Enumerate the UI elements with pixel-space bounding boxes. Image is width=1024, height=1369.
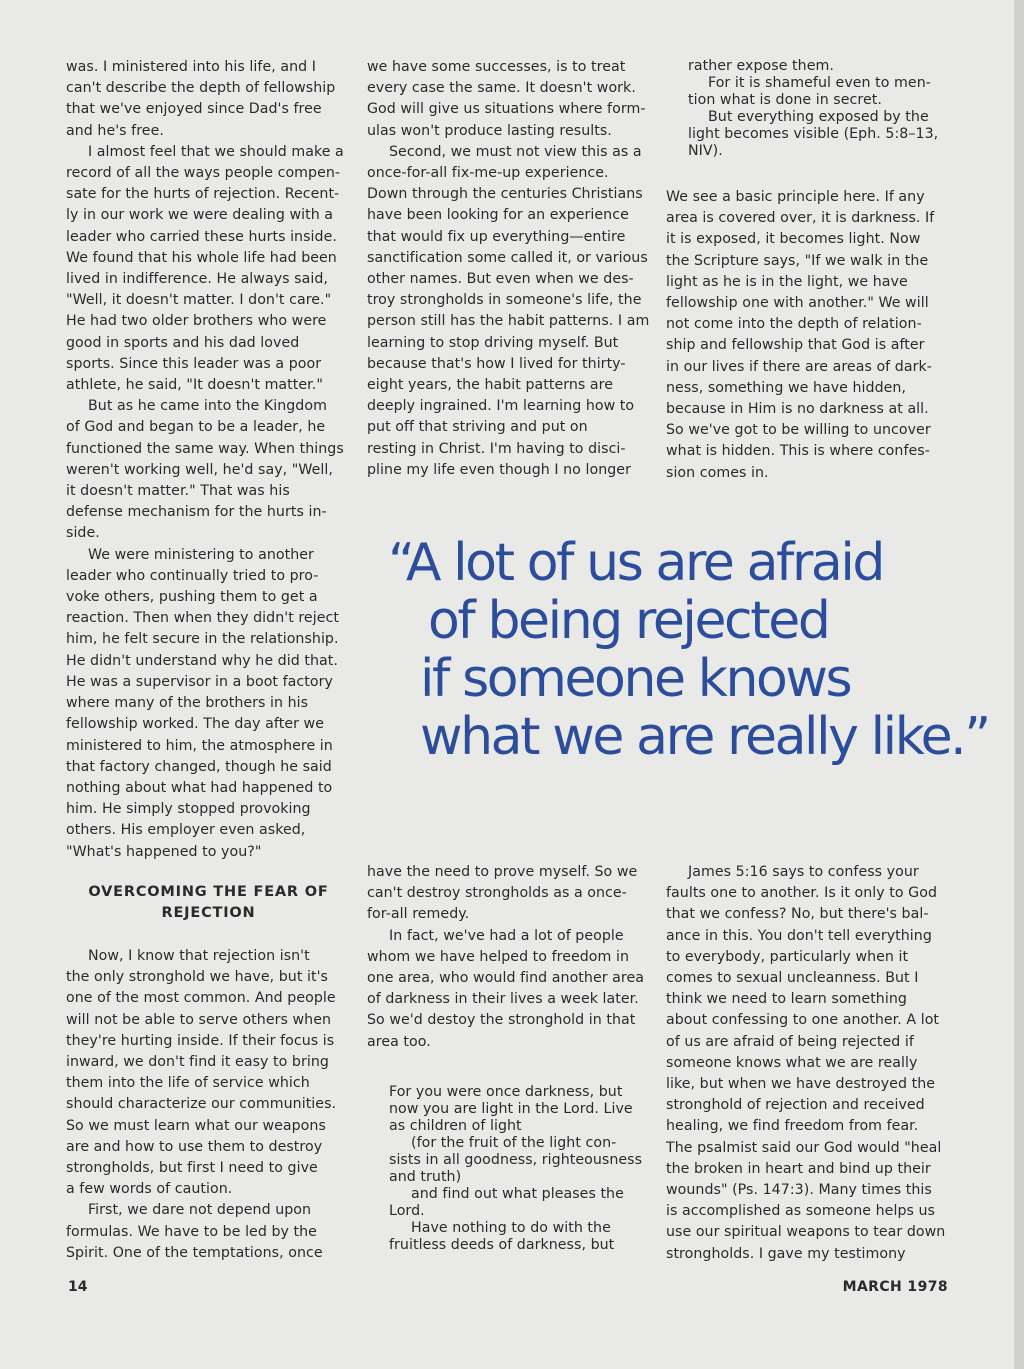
- column-1-bottom: [66, 946, 351, 1264]
- text-line: athlete, he said, "It doesn't matter.": [66, 377, 323, 394]
- text-line: as children of light: [389, 1118, 522, 1134]
- section-heading-line: REJECTION: [161, 905, 256, 921]
- text-line: inward, we don't find it easy to bring: [66, 1054, 329, 1071]
- text-line: tion what is done in secret.: [688, 92, 882, 108]
- text-line: not come into the depth of relation-: [666, 316, 922, 333]
- text-line: We were ministering to another: [88, 546, 314, 563]
- text-line: of us are afraid of being rejected if: [666, 1033, 914, 1050]
- text-line: faults one to another. Is it only to God: [666, 885, 937, 902]
- text-line: So we've got to be willing to uncover: [666, 422, 931, 439]
- text-line: have been looking for an experience: [367, 207, 629, 224]
- text-line: and he's free.: [66, 122, 164, 139]
- text-line: Down through the centuries Christians: [367, 186, 643, 203]
- text-line: the broken in heart and bind up their: [666, 1160, 931, 1177]
- text-line: comes to sexual uncleanness. But I: [666, 970, 919, 987]
- text-line: nothing about what had happened to: [66, 779, 333, 796]
- column-3-top: [666, 187, 956, 484]
- text-line: they're hurting inside. If their focus is: [66, 1032, 335, 1049]
- text-line: ulas won't produce lasting results.: [367, 122, 612, 139]
- text-line: good in sports and his dad loved: [66, 334, 300, 351]
- text-line: what is hidden. This is where confes-: [666, 443, 930, 460]
- text-line: First, we dare not depend upon: [88, 1202, 312, 1219]
- pull-quote-line: if someone knows: [420, 649, 851, 709]
- text-line: healing, we find freedom from fear.: [666, 1118, 919, 1135]
- text-line: every case the same. It doesn't work.: [367, 80, 636, 97]
- text-line: defense mechanism for the hurts in-: [66, 504, 327, 521]
- text-line: But everything exposed by the: [708, 109, 929, 125]
- text-line: reaction. Then when they didn't reject: [66, 610, 339, 627]
- text-line: Now, I know that rejection isn't: [88, 948, 310, 964]
- text-line: Spirit. One of the temptations, once: [66, 1244, 323, 1261]
- pull-quote: [388, 534, 988, 766]
- section-heading: [66, 882, 351, 924]
- text-line: area is covered over, it is darkness. If: [666, 210, 935, 227]
- text-line: I almost feel that we should make a: [88, 143, 344, 160]
- text-line: we have some successes, is to treat: [367, 59, 626, 75]
- text-line: because that's how I lived for thirty-: [367, 355, 626, 372]
- text-line: learning to stop driving myself. But: [367, 334, 619, 351]
- pull-quote-line: “A lot of us are afraid: [388, 533, 884, 593]
- column-2-bottom: [367, 862, 652, 1053]
- text-line: of God and began to be a leader, he: [66, 419, 326, 436]
- text-line: one area, who would find another area: [367, 970, 645, 987]
- text-line: formulas. We have to be led by the: [66, 1223, 317, 1240]
- text-line: James 5:16 says to confess your: [688, 864, 919, 880]
- text-line: have the need to prove myself. So we: [367, 864, 638, 880]
- text-line: He didn't understand why he did that.: [66, 652, 338, 669]
- text-line: him, he felt secure in the relationship.: [66, 631, 339, 648]
- text-line: ly in our work we were dealing with a: [66, 207, 334, 224]
- text-line: use our spiritual weapons to tear down: [666, 1224, 946, 1241]
- text-line: a few words of caution.: [66, 1181, 233, 1198]
- text-line: that we confess? No, but there's bal-: [666, 906, 929, 923]
- text-line: ance in this. You don't tell everything: [666, 927, 932, 944]
- text-line: For it is shameful even to men-: [708, 75, 931, 91]
- text-line: "What's happened to you?": [66, 843, 262, 860]
- text-line: strongholds. I gave my testimony: [666, 1245, 906, 1262]
- text-line: that we've enjoyed since Dad's free: [66, 101, 322, 118]
- text-line: sists in all goodness, righteousness: [389, 1152, 643, 1168]
- text-line: whom we have helped to freedom in: [367, 948, 630, 965]
- text-line: ness, something we have hidden,: [666, 379, 907, 396]
- text-line: leader who carried these hurts inside.: [66, 228, 337, 245]
- text-line: others. His employer even asked,: [66, 822, 306, 839]
- issue-date: MARCH 1978: [842, 1279, 948, 1295]
- text-line: lived in indifference. He always said,: [66, 271, 328, 288]
- text-line: it is exposed, it becomes light. Now: [666, 231, 921, 248]
- text-line: other names. But even when we des-: [367, 271, 634, 288]
- text-line: area too.: [367, 1033, 431, 1050]
- text-line: it doesn't matter." That was his: [66, 483, 290, 500]
- text-line: pline my life even though I no longer: [367, 461, 631, 478]
- text-line: God will give us situations where form-: [367, 101, 646, 118]
- text-line: sate for the hurts of rejection. Recent-: [66, 186, 340, 203]
- text-line: eight years, the habit patterns are: [367, 377, 614, 394]
- text-line: was. I ministered into his life, and I: [66, 59, 316, 75]
- text-line: that would fix up everything—entire: [367, 228, 626, 245]
- text-line: think we need to learn something: [666, 991, 907, 1008]
- section-heading-line: OVERCOMING THE FEAR OF: [88, 884, 329, 900]
- text-line: So we must learn what our weapons: [66, 1117, 326, 1134]
- pull-quote-line: of being rejected: [428, 591, 829, 651]
- text-line: light becomes visible (Eph. 5:8–13,: [688, 126, 939, 142]
- text-line: the only stronghold we have, but it's: [66, 969, 328, 986]
- text-line: wounds" (Ps. 147:3). Many times this: [666, 1182, 932, 1199]
- text-line: Lord.: [389, 1203, 425, 1219]
- text-line: troy strongholds in someone's life, the: [367, 292, 642, 309]
- text-line: sports. Since this leader was a poor: [66, 355, 322, 372]
- text-line: strongholds, but first I need to give: [66, 1160, 318, 1177]
- text-line: Second, we must not view this as a: [389, 143, 642, 160]
- text-line: that factory changed, though he said: [66, 758, 332, 775]
- text-line: can't destroy strongholds as a once-: [367, 885, 627, 902]
- text-line: like, but when we have destroyed the: [666, 1076, 936, 1093]
- text-line: voke others, pushing them to get a: [66, 589, 318, 606]
- text-line: In fact, we've had a lot of people: [389, 927, 624, 944]
- text-line: sanctification some called it, or various: [367, 249, 648, 266]
- page-spine: [1014, 0, 1024, 1369]
- text-line: light as he is in the light, we have: [666, 273, 908, 290]
- text-line: to everybody, particularly when it: [666, 948, 909, 965]
- text-line: weren't working well, he'd say, "Well,: [66, 461, 333, 478]
- text-line: rather expose them.: [688, 58, 834, 74]
- text-line: So we'd destoy the stronghold in that: [367, 1012, 636, 1029]
- text-line: fellowship one with another." We will: [666, 295, 929, 312]
- text-line: and truth): [389, 1169, 462, 1185]
- text-line: put off that striving and put on: [367, 419, 588, 436]
- text-line: him. He simply stopped provoking: [66, 801, 311, 818]
- text-line: once-for-all fix-me-up experience.: [367, 165, 609, 182]
- text-line: But as he came into the Kingdom: [88, 398, 327, 415]
- text-line: side.: [66, 525, 100, 542]
- text-line: should characterize our communities.: [66, 1096, 337, 1113]
- text-line: functioned the same way. When things: [66, 440, 344, 457]
- text-line: of darkness in their lives a week later.: [367, 991, 639, 1008]
- scripture-quote-continued: [688, 58, 958, 160]
- scripture-quote: [389, 1084, 659, 1254]
- text-line: person still has the habit patterns. I am: [367, 313, 650, 330]
- text-line: will not be able to serve others when: [66, 1011, 332, 1028]
- column-1-top: [66, 57, 351, 863]
- column-2-top: [367, 57, 652, 481]
- text-line: someone knows what we are really: [666, 1054, 918, 1071]
- text-line: ship and fellowship that God is after: [666, 337, 925, 354]
- text-line: and find out what pleases the: [411, 1186, 624, 1202]
- text-line: "Well, it doesn't matter. I don't care.": [66, 292, 332, 309]
- text-line: for-all remedy.: [367, 906, 470, 923]
- text-line: because in Him is no darkness at all.: [666, 401, 929, 418]
- page-number: 14: [68, 1279, 88, 1295]
- text-line: We found that his whole life had been: [66, 249, 337, 266]
- text-line: is accomplished as someone helps us: [666, 1203, 935, 1220]
- text-line: stronghold of rejection and received: [666, 1097, 925, 1114]
- column-3-bottom: [666, 862, 956, 1265]
- text-line: record of all the ways people compen-: [66, 165, 341, 182]
- text-line: one of the most common. And people: [66, 990, 336, 1007]
- pull-quote-line: what we are really like.”: [420, 707, 989, 767]
- text-line: sion comes in.: [666, 464, 769, 481]
- text-line: He had two older brothers who were: [66, 313, 327, 330]
- text-line: now you are light in the Lord. Live: [389, 1101, 633, 1117]
- text-line: NIV).: [688, 143, 723, 159]
- text-line: where many of the brothers in his: [66, 695, 309, 712]
- text-line: leader who continually tried to pro-: [66, 567, 319, 584]
- text-line: in our lives if there are areas of dark-: [666, 358, 932, 375]
- text-line: For you were once darkness, but: [389, 1084, 623, 1100]
- text-line: deeply ingrained. I'm learning how to: [367, 398, 635, 415]
- text-line: We see a basic principle here. If any: [666, 189, 925, 205]
- text-line: fellowship worked. The day after we: [66, 716, 324, 733]
- text-line: The psalmist said our God would "heal: [666, 1139, 942, 1156]
- text-line: the Scripture says, "If we walk in the: [666, 252, 929, 269]
- text-line: them into the life of service which: [66, 1075, 310, 1092]
- text-line: can't describe the depth of fellowship: [66, 80, 336, 97]
- text-line: Have nothing to do with the: [411, 1220, 611, 1236]
- text-line: (for the fruit of the light con-: [411, 1135, 617, 1151]
- text-line: about confessing to one another. A lot: [666, 1012, 940, 1029]
- text-line: He was a supervisor in a boot factory: [66, 673, 333, 690]
- text-line: are and how to use them to destroy: [66, 1138, 323, 1155]
- text-line: resting in Christ. I'm having to disci-: [367, 440, 626, 457]
- text-line: fruitless deeds of darkness, but: [389, 1237, 615, 1253]
- text-line: ministered to him, the atmosphere in: [66, 737, 333, 754]
